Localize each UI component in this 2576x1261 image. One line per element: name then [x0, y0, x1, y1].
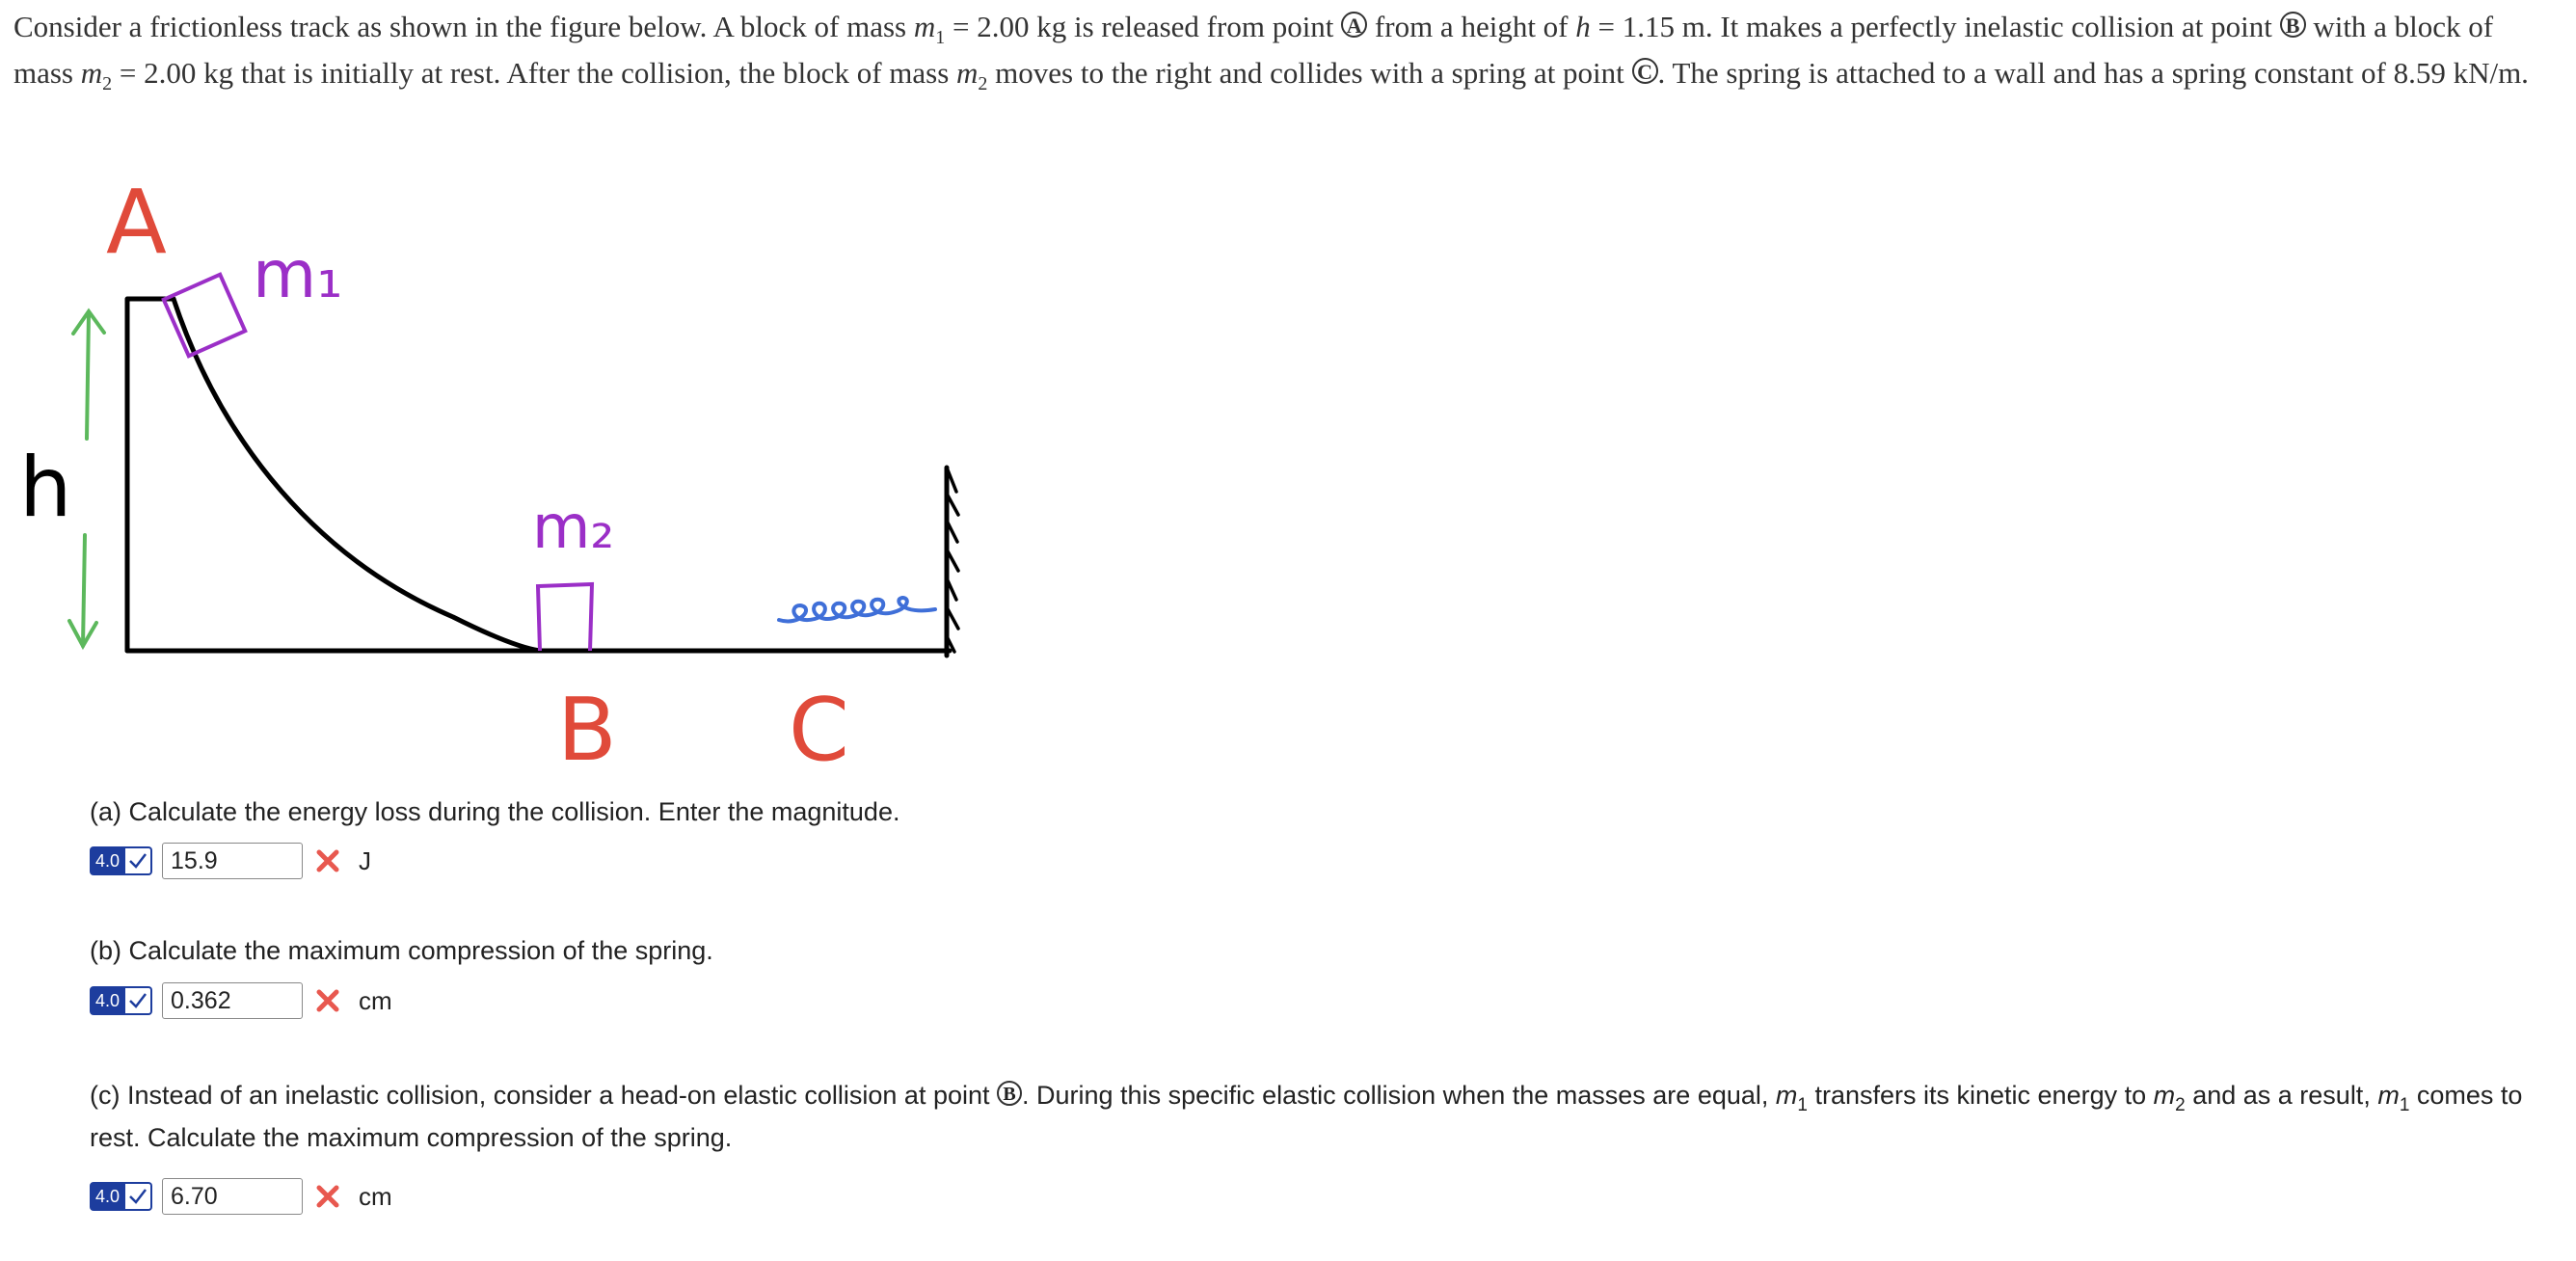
label-m1: m₁ — [253, 237, 343, 313]
problem-statement: Consider a frictionless track as shown in the figure below. A block of mass $m_1 = 2.00$ kg is released from point A from a height of h = 1.15 m. It makes a perfectly inelastic collision at point B with a block of mass $m_2 = 2.00$ kg that is initially at rest. After the collision, the block of mass $m_2$ moves to the right and collides with a spring at point C . The spring is attached to a wall and has a spring constant of 8.59 kN/m. — [13, 10, 2529, 94]
question-c-answer-row — [90, 1175, 392, 1218]
height-arrow — [69, 311, 104, 646]
question-a-prompt: (a) Calculate the energy loss during the collision. Enter the magnitude. — [90, 797, 900, 826]
question-b-answer-row — [90, 979, 392, 1022]
track-figure — [0, 154, 983, 791]
x-mark-icon — [314, 1183, 341, 1210]
unit-label: cm — [359, 985, 392, 1015]
block-m1 — [164, 275, 245, 356]
check-icon — [125, 986, 152, 1015]
answer-c-input[interactable] — [162, 1178, 303, 1215]
label-a: A — [106, 171, 167, 274]
answer-a-input[interactable] — [162, 843, 303, 879]
point-c-marker: C — [1632, 58, 1658, 84]
unit-label: J — [359, 845, 372, 875]
point-b-marker: B — [2280, 12, 2306, 38]
label-m2: m₂ — [532, 492, 615, 562]
point-a-marker: A — [1341, 12, 1367, 38]
track-vertical-wall — [127, 299, 174, 651]
point-b-marker: B — [997, 1081, 1022, 1106]
unit-label: cm — [359, 1181, 392, 1211]
track-curve — [174, 299, 540, 651]
block-m2 — [538, 584, 592, 651]
answer-b-input[interactable] — [162, 982, 303, 1019]
label-h: h — [19, 440, 72, 536]
spring — [779, 598, 935, 621]
points-badge: 4.0 — [90, 1183, 152, 1210]
check-icon — [125, 1182, 152, 1211]
label-c: C — [789, 680, 849, 781]
points-badge: 4.0 — [90, 987, 152, 1014]
x-mark-icon — [314, 987, 341, 1014]
label-b: B — [557, 680, 617, 781]
check-icon — [125, 846, 152, 875]
x-mark-icon — [314, 847, 341, 874]
question-b-prompt: (b) Calculate the maximum compression of the spring. — [90, 936, 713, 965]
question-c-prompt: (c) Instead of an inelastic collision, consider a head-on elastic collision at point B . During this specific elastic collision when the masses are equal, $m_1$ transfers its kinetic energy to $m_2$ and as a result, $m_1$ comes to rest. Calculate the maximum compression of the spring. — [90, 1081, 2523, 1152]
question-a-answer-row — [90, 840, 371, 882]
points-badge: 4.0 — [90, 847, 152, 874]
